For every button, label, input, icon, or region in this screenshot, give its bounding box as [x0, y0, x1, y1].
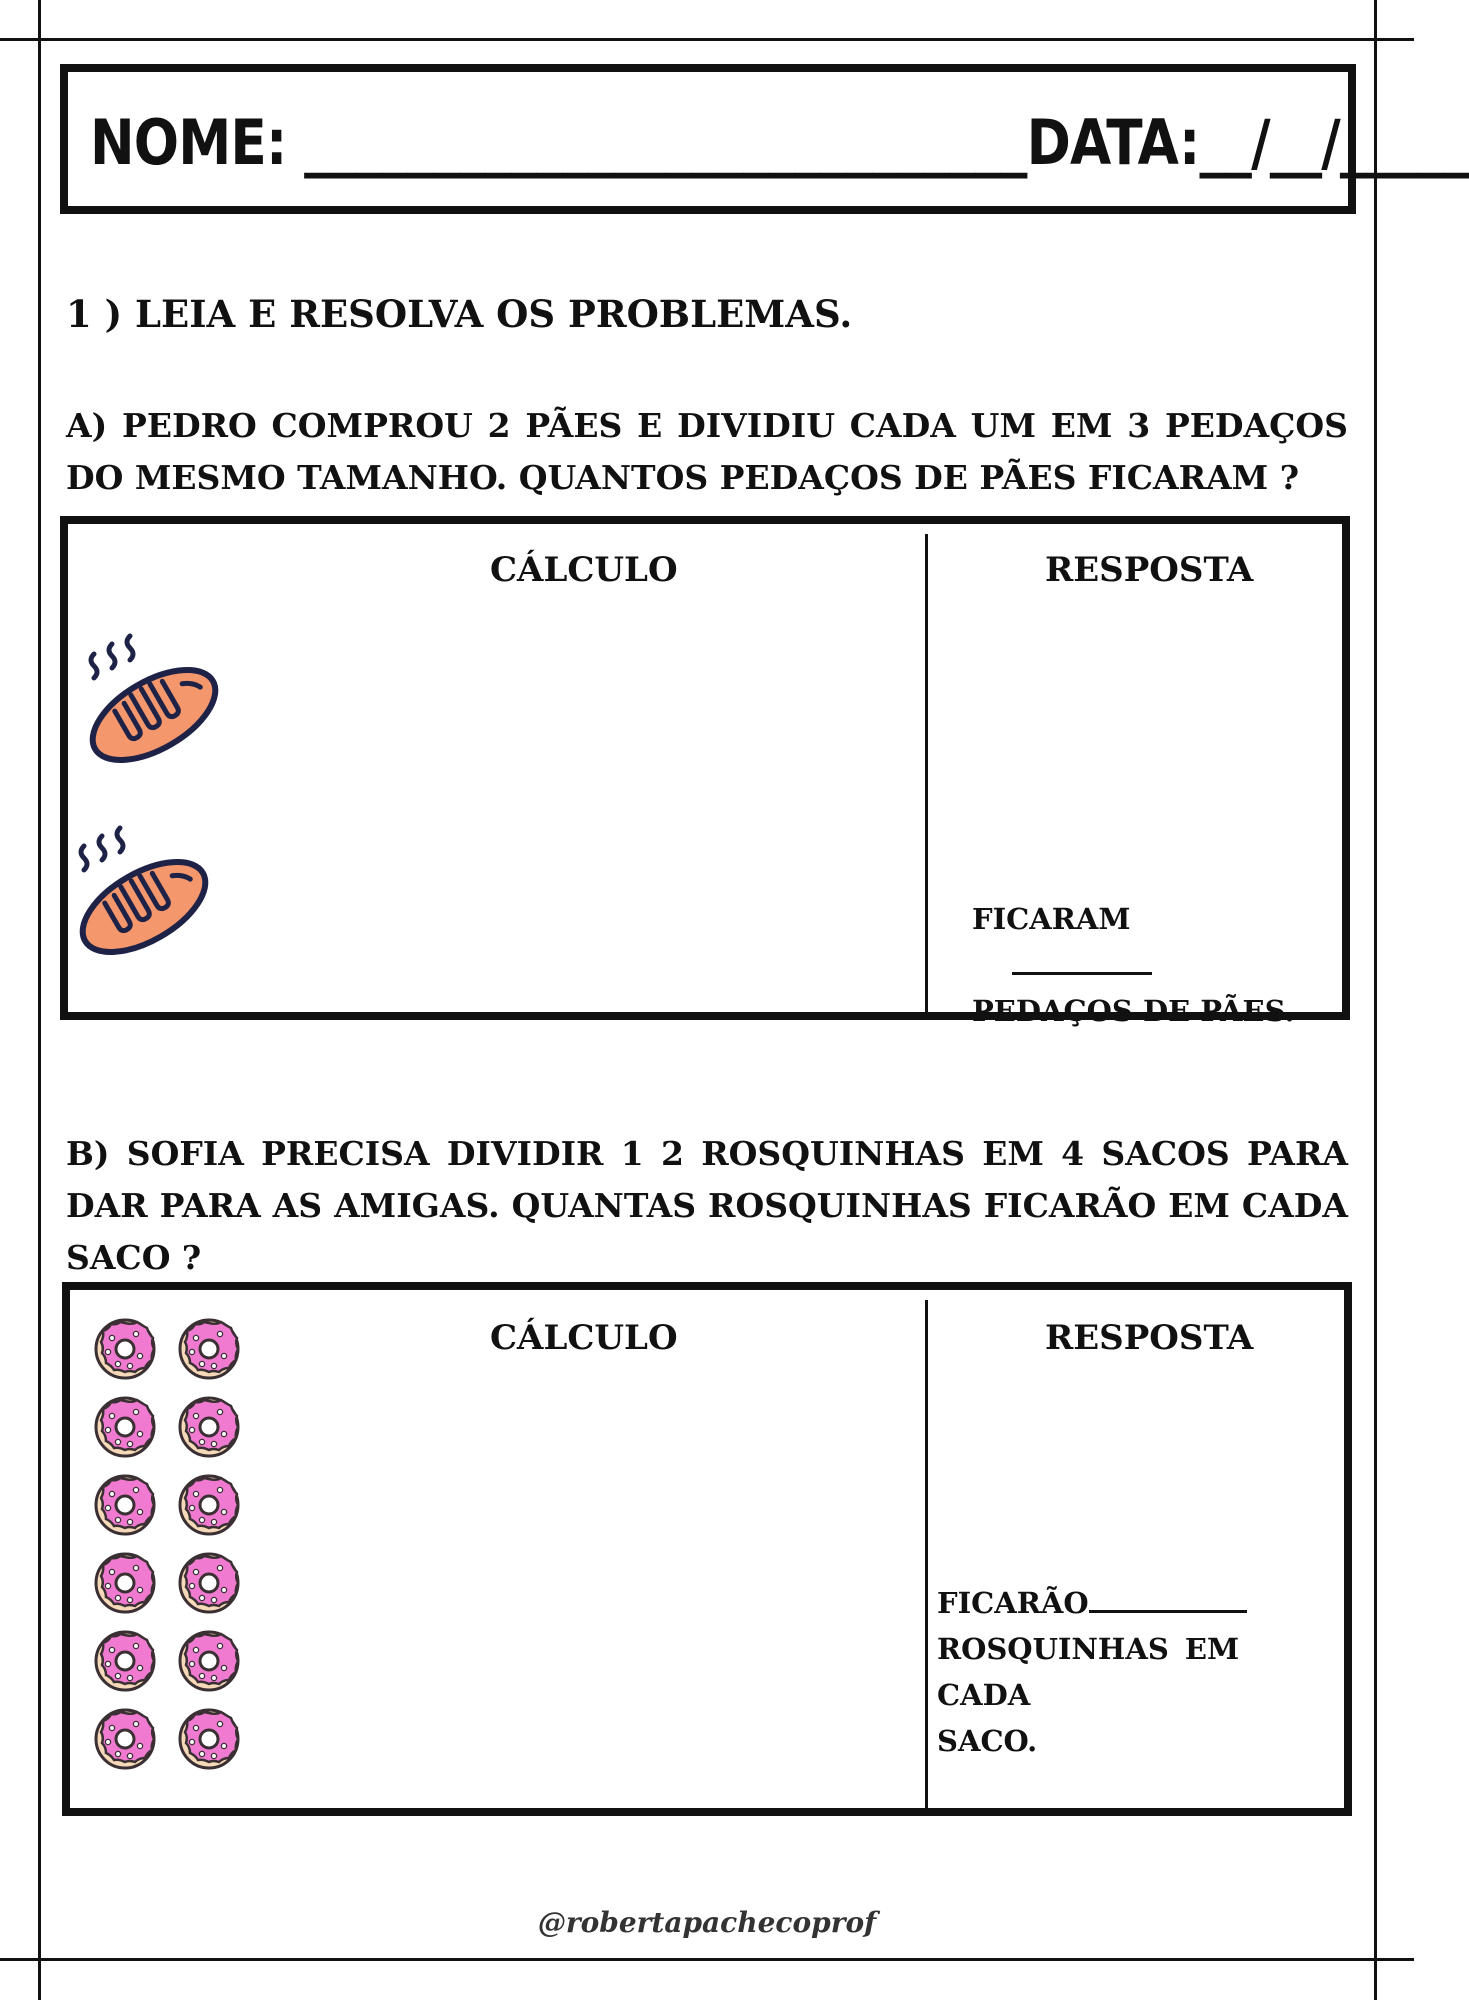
problem-a-divider: [925, 534, 928, 1012]
problem-a-answer-title: RESPOSTA: [1045, 550, 1254, 590]
problem-b-answer-blank[interactable]: [1089, 1610, 1247, 1613]
date-field[interactable]: __/__/_____: [1199, 106, 1469, 179]
donut-icon: [92, 1550, 158, 1616]
donut-icon: [176, 1394, 242, 1460]
footer-credit: @robertapachecoprof: [537, 1906, 877, 1939]
problem-a-answer-blank[interactable]: [1012, 972, 1152, 975]
frame-left-line: [38, 0, 41, 2000]
problem-b-text: B) SOFIA PRECISA DIVIDIR 1 2 ROSQUINHAS EM 4 SACOS PARA DAR PARA AS AMIGAS. QUANTAS ROSQUINHAS FICARÃO EM CADA SACO ?: [66, 1134, 1348, 1277]
frame-bottom-line: [0, 1958, 1414, 1961]
donut-icon: [92, 1316, 158, 1382]
problem-a-calc-title: CÁLCULO: [490, 550, 678, 590]
problem-a-answer-prefix: FICARAM: [972, 902, 1131, 936]
problem-b-answer-middle: ROSQUINHAS EM CADA: [937, 1632, 1240, 1712]
donut-icon: [176, 1628, 242, 1694]
frame-top-line: [0, 38, 1414, 41]
donut-icon: [92, 1706, 158, 1772]
donut-icon: [176, 1472, 242, 1538]
problem-a-answer: [972, 896, 1312, 1034]
donut-icon: [92, 1628, 158, 1694]
donut-grid: [92, 1316, 242, 1786]
bread-icon: [72, 812, 212, 962]
name-date-box: [60, 64, 1469, 214]
problem-b-calc-title: CÁLCULO: [490, 1318, 678, 1358]
problem-b-divider: [925, 1300, 928, 1808]
problem-b-answer-title: RESPOSTA: [1045, 1318, 1254, 1358]
problem-b-answer-prefix: FICARÃO: [937, 1586, 1089, 1620]
bread-icon: [82, 620, 222, 770]
donut-icon: [176, 1316, 242, 1382]
donut-icon: [92, 1472, 158, 1538]
problem-b-work-box: [62, 1282, 1352, 1816]
section-heading: 1 ) LEIA E RESOLVA OS PROBLEMAS.: [66, 292, 853, 336]
problem-b-answer: [937, 1580, 1337, 1764]
date-label: DATA:: [1026, 106, 1200, 179]
donut-icon: [92, 1394, 158, 1460]
problem-a-work-box: [60, 516, 1350, 1028]
problem-a-text: A) PEDRO COMPROU 2 PÃES E DIVIDIU CADA UM EM 3 PEDAÇOS DO MESMO TAMANHO. QUANTOS PEDAÇOS DE PÃES FICARAM ?: [66, 406, 1348, 497]
frame-right-line: [1374, 0, 1377, 2000]
problem-b-answer-suffix: SACO.: [937, 1724, 1038, 1758]
donut-icon: [176, 1706, 242, 1772]
donut-icon: [176, 1550, 242, 1616]
name-date-line: [90, 106, 1469, 179]
name-field[interactable]: ____________________________: [304, 106, 1027, 179]
name-label: NOME:: [90, 106, 287, 179]
problem-a-answer-suffix: PEDAÇOS DE PÃES.: [972, 994, 1295, 1028]
